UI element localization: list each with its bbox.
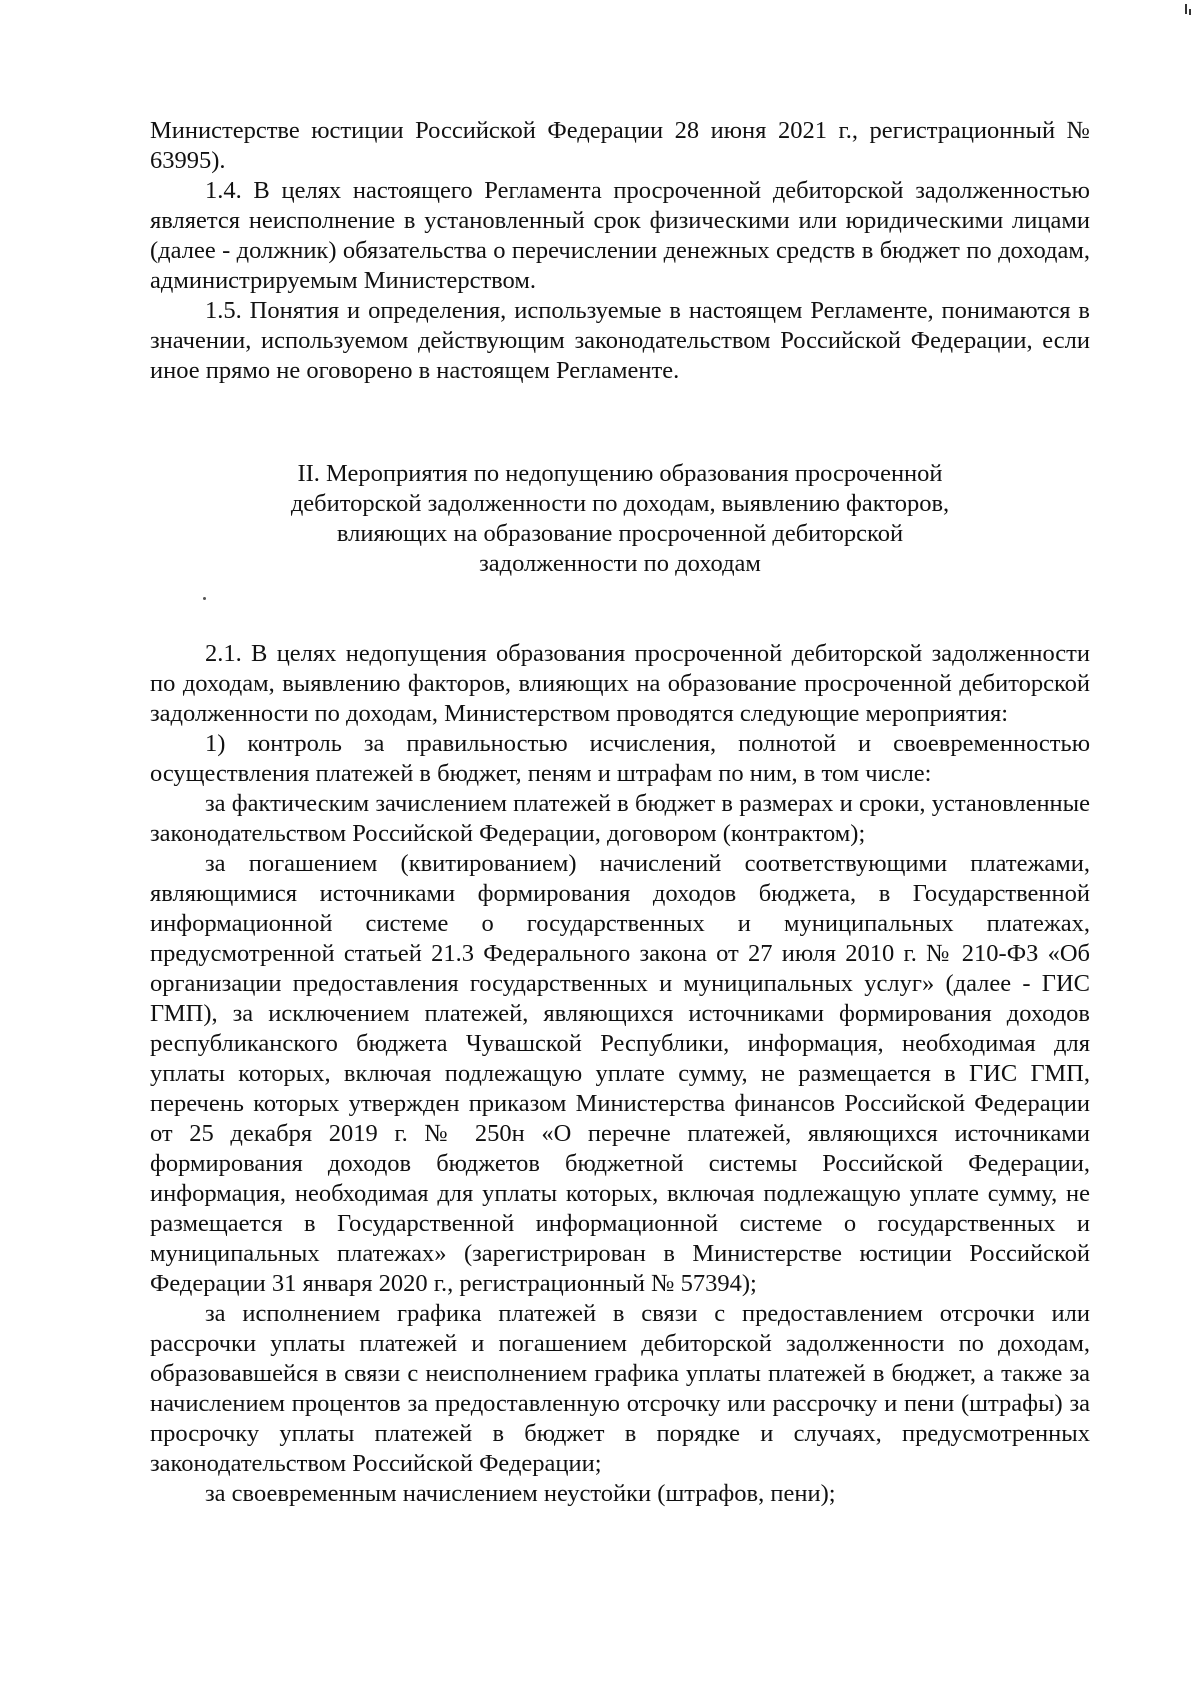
scan-artifact-dot <box>203 597 206 600</box>
list-item-1: 1) контроль за правильностью исчисления, полнотой и своевременностью осуществления платежей в бюджет, пеням и штрафам по ним, в том числе: <box>150 730 1090 787</box>
section-heading-line: влияющих на образование просроченной дебиторской <box>336 520 904 547</box>
scan-artifact-mark <box>1185 4 1187 14</box>
sub-item-penalty: за своевременным начислением неустойки (штрафов, пени); <box>205 1480 836 1507</box>
paragraph-2-1: 2.1. В целях недопущения образования просроченной дебиторской задолженности по доходам, выявлению факторов, влияющих на образование просроченной дебиторской задолженности по доходам, Министерством проводятся следующие мероприятия: <box>150 640 1090 727</box>
sub-item-quittance: за погашением (квитированием) начислений соответствующими платежами, являющимися источниками формирования доходов бюджета, в Государственной информационной системе о государственных и муниципальных платежах, предусмотренной статьей 21.3 Федерального закона от 27 июля 2010 г. № 210-ФЗ «Об организации предоставления государственных и муниципальных услуг» (далее - ГИС ГМП), за исключением платежей, являющихся источниками формирования доходов республиканского бюджета Чувашской Республики, информация, необходимая для уплаты которых, включая подлежащую уплате сумму, не размещается в ГИС ГМП, перечень которых утвержден приказом Министерства финансов Российской Федерации от 25 декабря 2019 г. № 250н «О перечне платежей, являющихся источниками формирования доходов бюджетов бюджетной системы Российской Федерации, информация, необходимая для уплаты которых, включая подлежащую уплате сумму, не размещается в Государственной информационной системе о государственных и муниципальных платежах» (зарегистрирован в Министерстве юстиции Российской Федерации 31 января 2020 г., регистрационный № 57394); <box>150 850 1090 1297</box>
paragraph-continuation: Министерстве юстиции Российской Федерации 28 июня 2021 г., регистрационный № 63995). <box>150 117 1090 174</box>
section-heading-line: задолженности по доходам <box>479 550 761 577</box>
section-heading-line: дебиторской задолженности по доходам, выявлению факторов, <box>290 490 950 517</box>
scan-artifact-mark <box>1189 9 1191 15</box>
sub-item-payment-schedule: за исполнением графика платежей в связи с предоставлением отсрочки или рассрочки уплаты платежей и погашением дебиторской задолженности по доходам, образовавшейся в связи с неисполнением графика уплаты платежей в бюджет, а также за начислением процентов за предоставленную отсрочку или рассрочку и пени (штрафы) за просрочку уплаты платежей в бюджет в порядке и случаях, предусмотренных законодательством Российской Федерации; <box>150 1300 1090 1477</box>
main-paragraphs <box>150 639 1090 1509</box>
paragraph-1-4: 1.4. В целях настоящего Регламента просроченной дебиторской задолженностью является неисполнение в установленный срок физическими или юридическими лицами (далее - должник) обязательства о перечислении денежных средств в бюджет по доходам, администрируемым Министерством. <box>150 177 1090 294</box>
paragraph-1-5: 1.5. Понятия и определения, используемые в настоящем Регламенте, понимаются в значении, используемом действующим законодательством Российской Федерации, если иное прямо не оговорено в настоящем Регламенте. <box>150 297 1090 384</box>
sub-item-actual-crediting: за фактическим зачислением платежей в бюджет в размерах и сроки, установленные законодательством Российской Федерации, договором (контрактом); <box>150 790 1090 847</box>
section-heading <box>150 459 1090 579</box>
top-paragraphs <box>150 116 1090 386</box>
section-heading-line: II. Мероприятия по недопущению образования просроченной <box>297 460 943 487</box>
